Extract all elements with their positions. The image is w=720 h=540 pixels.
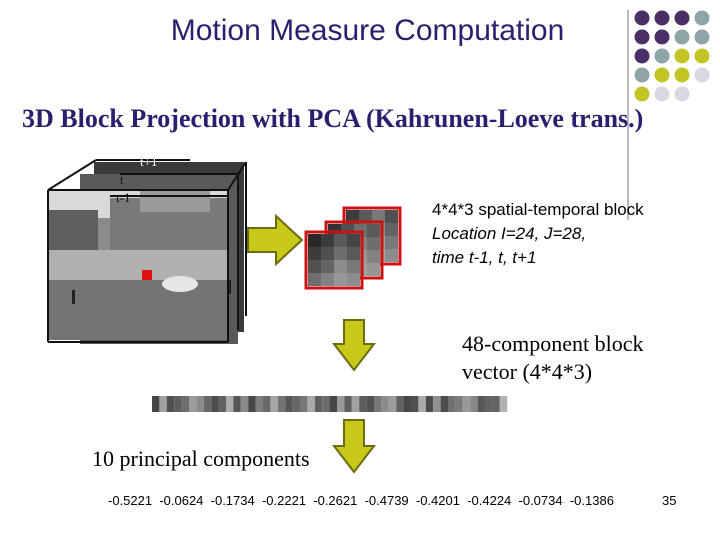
vector-desc-line2: vector (4*4*3) [462,359,593,384]
block-pixel [347,273,360,286]
down-arrow-icon [332,418,376,474]
vector-component [330,396,337,412]
block-desc-line1: 4*4*3 spatial-temporal block [432,200,644,219]
decor-dot [635,49,650,64]
vector-component [344,396,351,412]
block-stack [300,204,406,304]
vector-component [404,396,411,412]
block-pixel [367,250,380,263]
vector-component [241,396,248,412]
video-frame-stack [40,150,280,360]
block-desc-line2: Location I=24, J=28, [432,224,587,243]
decor-dot [675,87,690,102]
vector-component [441,396,448,412]
vector-component [256,396,263,412]
vector-component [152,396,159,412]
selected-block-marker [142,270,152,280]
block-pixel [367,237,380,250]
vector-component [492,396,499,412]
vector-component [359,396,366,412]
block-pixel [308,234,321,247]
slide-subtitle: 3D Block Projection with PCA (Kahrunen-Loeve trans.) [22,104,644,133]
label-frame-current: t [120,172,124,187]
vector-component [426,396,433,412]
decor-dot [655,68,670,83]
vector-component [411,396,418,412]
block-pixel [321,260,334,273]
vector-component [337,396,344,412]
block-pixel [334,234,347,247]
decor-dot [635,87,650,102]
vector-component [374,396,381,412]
vector-component [433,396,440,412]
decor-dot [655,87,670,102]
block-pixel [334,260,347,273]
vector-component [352,396,359,412]
block-pixel [347,234,360,247]
right-arrow-icon [246,214,304,266]
vector-component [381,396,388,412]
block-pixel [321,273,334,286]
block-pixel [321,247,334,260]
block-pixel [321,234,334,247]
decor-dot [675,49,690,64]
vector-component [226,396,233,412]
vector-component [211,396,218,412]
block-pixel [385,249,398,262]
block-pixel [367,263,380,276]
vector-component [219,396,226,412]
decor-dot [635,68,650,83]
decor-dot [675,68,690,83]
frame-front [48,190,231,340]
vector-component [278,396,285,412]
vector-component [263,396,270,412]
vector-component [485,396,492,412]
vector-component [293,396,300,412]
block-pixel [308,273,321,286]
vector-component [285,396,292,412]
vector-component [270,396,277,412]
vector-component [300,396,307,412]
slide-number-overlap: 35 [662,493,677,508]
block-vector-strip [152,396,508,412]
decor-dot [695,68,710,83]
vector-component [463,396,470,412]
down-arrow-icon [332,318,376,372]
vector-component [174,396,181,412]
vector-component [418,396,425,412]
label-frame-prev: t-1 [116,190,131,205]
vector-description [462,330,643,386]
block-frame-prev [306,232,362,288]
vector-desc-line1: 48-component block [462,331,644,356]
vector-component [367,396,374,412]
vector-component [307,396,314,412]
vector-component [233,396,240,412]
block-desc-line3: time t-1, t, t+1 [432,248,537,267]
block-pixel [308,260,321,273]
block-pixel [347,260,360,273]
block-description [432,198,644,270]
vector-component [159,396,166,412]
vector-component [315,396,322,412]
decor-dot [695,49,710,64]
vector-component [322,396,329,412]
label-frame-next: t+1 [140,154,158,169]
vector-component [182,396,189,412]
block-pixel [385,236,398,249]
block-pixel [308,247,321,260]
vector-component [396,396,403,412]
vector-component [448,396,455,412]
vector-component [189,396,196,412]
vector-component [500,396,507,412]
vector-component [196,396,203,412]
block-pixel [334,273,347,286]
block-pixel [385,210,398,223]
vector-component [478,396,485,412]
vector-component [455,396,462,412]
slide-title: Motion Measure Computation [170,14,565,47]
principal-components-values: -0.5221 -0.0624 -0.1734 -0.2221 -0.2621 -0.4739 -0.4201 -0.4224 -0.0734 -0.1386 [108,493,614,508]
vector-component [167,396,174,412]
block-pixel [347,247,360,260]
vector-component [204,396,211,412]
block-pixel [385,223,398,236]
principal-components-label: 10 principal components [92,446,310,471]
block-pixel [367,224,380,237]
vector-component [470,396,477,412]
block-pixel [334,247,347,260]
decor-dot [655,49,670,64]
vector-component [389,396,396,412]
vector-component [248,396,255,412]
